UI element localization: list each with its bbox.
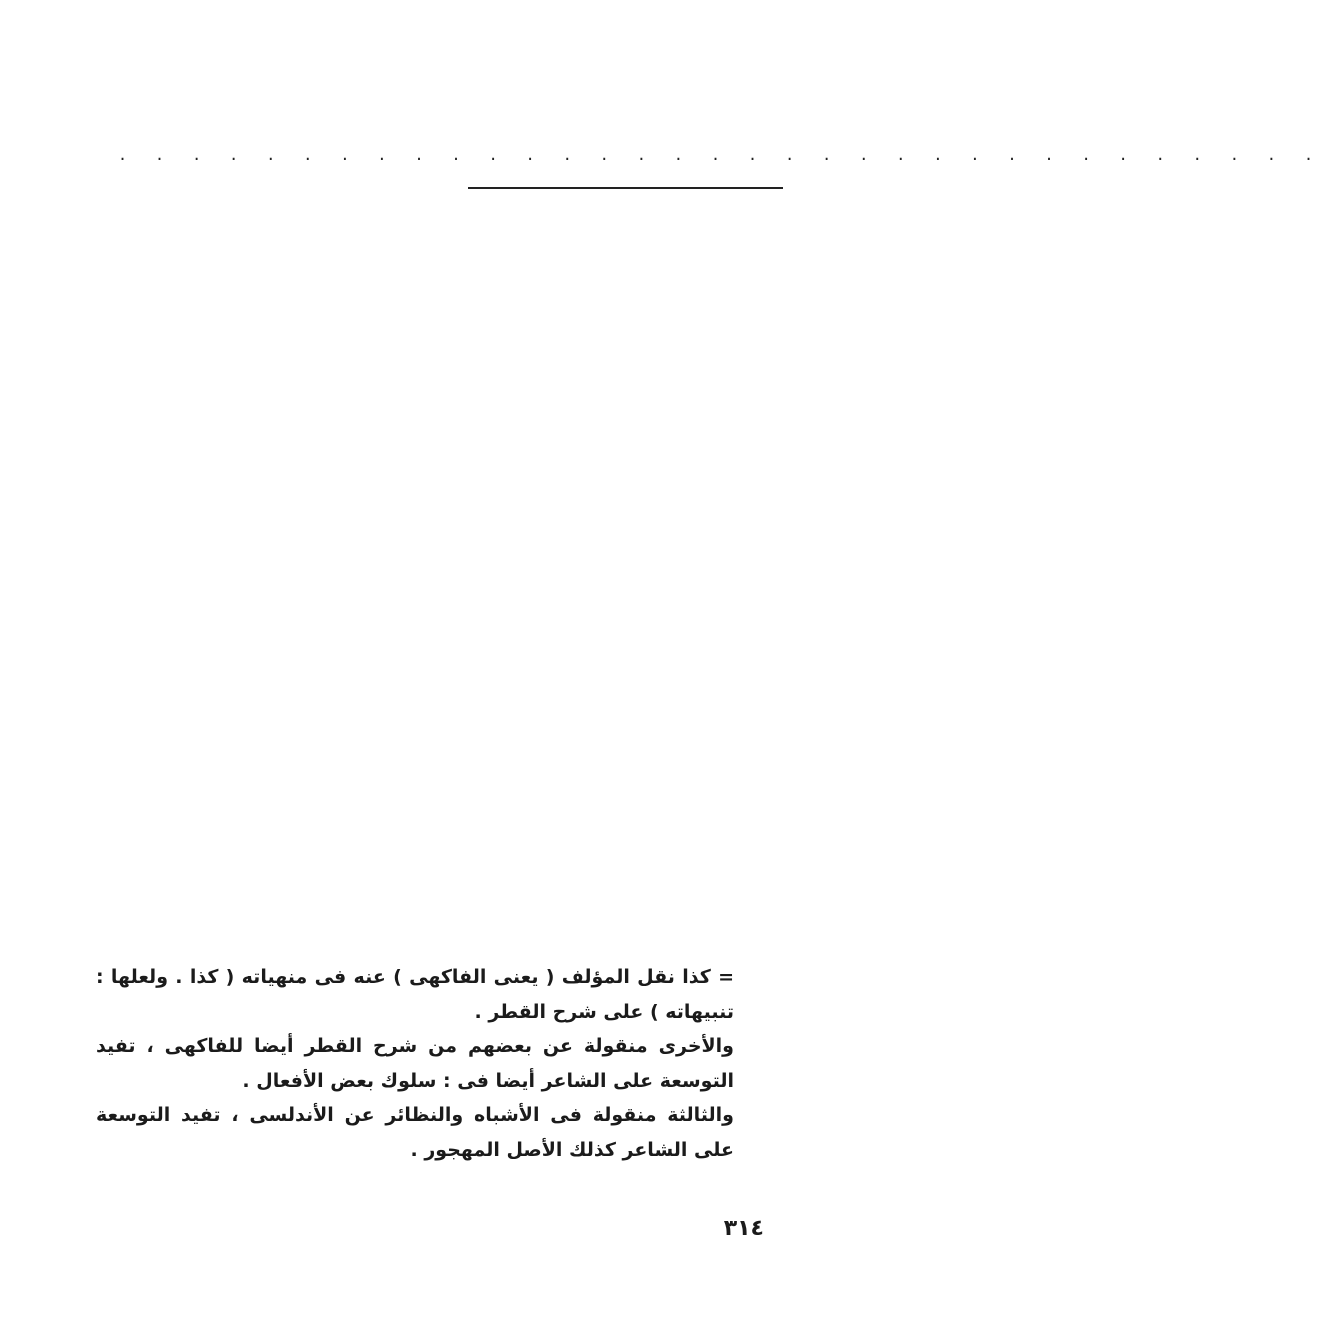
dotted-rule: . . . . . . . . . . . . . . . . . . . . . . . . . . . . . . . . .: [118, 146, 1323, 164]
footnote-separator: [468, 187, 783, 189]
footnote-paragraph: والأخرى منقولة عن بعضهم من شرح القطر أيضا للفاكهى ، تفيد التوسعة على الشاعر أيضا فى : سلوك بعض الأفعال .: [96, 1035, 734, 1092]
footnote-paragraph: = كذا نقل المؤلف ( يعنى الفاكهى ) عنه فى منهياته ( كذا . ولعلها : تنبيهاته ) على شرح القطر .: [96, 966, 734, 1023]
page-number: ٣١٤: [723, 1216, 764, 1241]
footnotes: [96, 960, 734, 1167]
footnote-paragraph: والثالثة منقولة فى الأشباه والنظائر عن الأندلسى ، تفيد التوسعة على الشاعر كذلك الأصل المهجور .: [96, 1104, 734, 1161]
